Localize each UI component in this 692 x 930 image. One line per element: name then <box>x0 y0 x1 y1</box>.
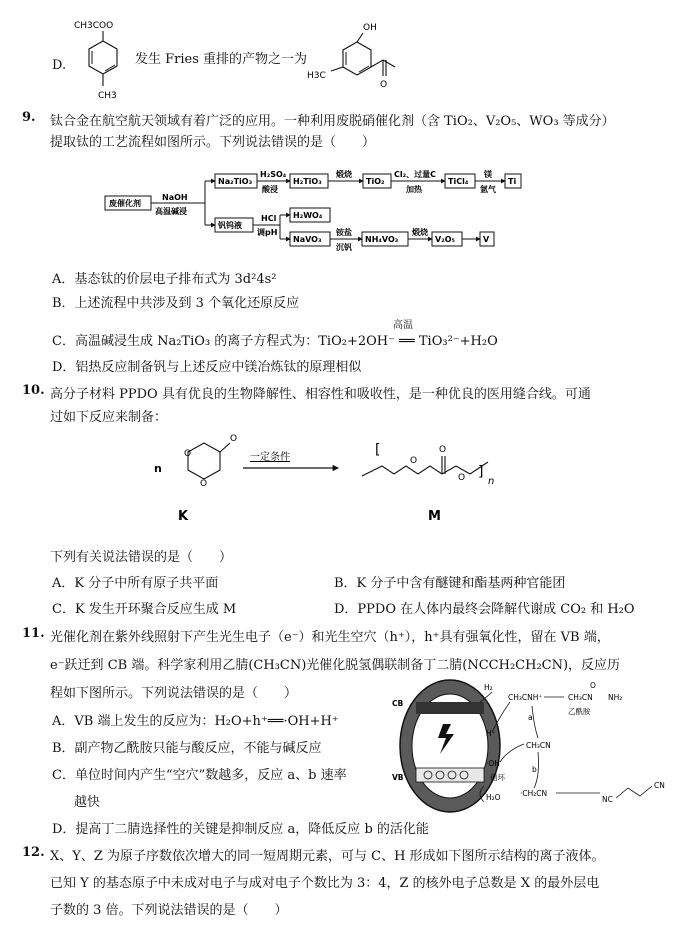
q10-option-c: C．K 发生开环聚合反应生成 M <box>52 602 237 617</box>
q11-path-a: a <box>528 713 533 722</box>
q11-path-b: b <box>532 765 537 774</box>
flow-step1-top: NaOH <box>162 193 188 202</box>
q8-product-methyl: H3C <box>307 71 326 81</box>
flow-hcl-bottom: 调pH <box>257 228 278 237</box>
q11-product-nc: NC <box>602 795 613 804</box>
q8-option-d-label: D. <box>52 58 67 73</box>
q10-option-b: B．K 分子中含有醚键和酯基两种官能团 <box>334 576 566 591</box>
q10-stem-line2: 过如下反应来制备： <box>50 410 168 425</box>
q10-m-label: M <box>428 509 441 524</box>
flow-mg-top: 镁 <box>484 170 492 179</box>
q11-cycle: 循环 <box>490 773 505 782</box>
flow-h2so4-top: H₂SO₄ <box>260 170 287 179</box>
q12-stem-line2: 已知 Y 的基态原子中未成对电子与成对电子个数比为 3：4，Z 的核外电子总数是 X 的最外层电 <box>50 876 600 891</box>
q11-acetamide-label: 乙酰胺 <box>568 707 591 716</box>
q11-ch3cn: CH₃CN <box>526 741 551 750</box>
flow-h2so4-bottom: 酸浸 <box>262 185 278 194</box>
q9-number: 9. <box>22 110 36 125</box>
q9-option-b: B．上述流程中共涉及到 3 个氧化还原反应 <box>52 296 300 311</box>
q11-stem-line1: 光催化剂在紫外线照射下产生光生电子（e⁻）和光生空穴（h⁺），h⁺具有强氧化性，留在 VB 端， <box>50 630 610 645</box>
q9-stem-line2: 提取钛的工艺流程如图所示。下列说法错误的是（ ） <box>50 135 376 150</box>
q11-acetamide-ch3: CH₃CN <box>568 693 593 702</box>
flow-v: V <box>483 235 490 244</box>
q11-product-cn: CN <box>654 781 665 790</box>
flow-step1-bottom: 高温碱浸 <box>155 207 187 216</box>
q9-option-d: D．铝热反应制备钒与上述反应中镁冶炼钛的原理相似 <box>52 360 362 375</box>
flow-ti: Ti <box>508 177 517 186</box>
q11-option-c-cont: 越快 <box>74 795 101 810</box>
q12-stem-line1: X、Y、Z 为原子序数依次增大的同一短周期元素，可与 C、H 形成如下图所示结构的离子液体。 <box>50 849 605 864</box>
flow-calcine1: 煅烧 <box>336 170 352 179</box>
flow-cl2-top: Cl₂、过量C <box>394 170 436 179</box>
flow-h2tio3: H₂TiO₃ <box>293 177 322 186</box>
q11-h2: H₂ <box>484 683 493 692</box>
q11-option-a: A．VB 端上发生的反应为：H₂O+h⁺══·OH+H⁺ <box>52 714 339 729</box>
q10-n-label: n <box>154 462 162 475</box>
flow-vw-liquid: 钒钨液 <box>218 221 242 230</box>
q11-acetamide-o: O <box>590 681 596 690</box>
q10-m-carbonyl-o: O <box>439 445 447 455</box>
flow-nh4-bottom: 沉钒 <box>336 243 352 252</box>
q10-condition: 一定条件 <box>250 452 290 463</box>
q11-option-d: D．提高丁二腈选择性的关键是抑制反应 a，降低反应 b 的活化能 <box>52 822 429 837</box>
q8-reactant-group: CH3COO <box>74 21 114 31</box>
flow-nh4-top: 铵盐 <box>336 228 352 237</box>
q10-m-ether-o: O <box>410 456 418 466</box>
q8-product-carbonyl-o: O <box>380 80 388 90</box>
flow-hcl-top: HCl <box>261 214 277 223</box>
flow-cl2-bottom: 加热 <box>406 185 422 194</box>
q12-number: 12. <box>22 845 45 860</box>
q9-stem-line1: 钛合金在航空航天领域有着广泛的应用。一种利用废脱硝催化剂（含 TiO₂、V₂O₅、WO₃ 等成分） <box>50 114 615 129</box>
q10-prompt: 下列有关说法错误的是（ ） <box>50 550 233 565</box>
q10-reaction-scheme <box>140 428 540 532</box>
q9-flowchart <box>100 168 560 258</box>
q10-stem-line1: 高分子材料 PPDO 具有优良的生物降解性、相容性和吸收性，是一种优良的医用缝合线。可通 <box>50 387 591 402</box>
q8-product-oh: OH <box>363 23 377 33</box>
q11-option-c: C．单位时间内产生“空穴”数越多，反应 a、b 速率 <box>52 768 347 783</box>
q10-m-subscript: n <box>488 476 495 487</box>
q9-option-c: C．高温碱浸生成 Na₂TiO₃ 的离子方程式为：TiO₂+2OH⁻ ══ TiO₃²⁻+H₂O <box>52 334 498 349</box>
q11-option-b: B．副产物乙酰胺只能与酸反应，不能与碱反应 <box>52 741 322 756</box>
q9-option-c-condition: 高温 <box>393 320 413 331</box>
q10-number: 10. <box>22 383 45 398</box>
q8-reactant-structure <box>70 14 140 109</box>
q12-stem-line3: 子数的 3 倍。下列说法错误的是（ ） <box>50 903 288 918</box>
q8-reactant-methyl: CH3 <box>98 91 117 101</box>
q10-m-ester-o: O <box>458 473 466 483</box>
q11-stem-line2: e⁻跃迁到 CB 端。科学家利用乙腈(CH₃CN)光催化脱氢偶联制备丁二腈(NCCH₂CH₂CN)，反应历 <box>50 658 621 673</box>
q10-option-a: A．K 分子中所有原子共平面 <box>52 576 219 591</box>
flow-na2tio3: Na₂TiO₃ <box>218 177 253 186</box>
q10-k-ring-o2: O <box>200 479 208 489</box>
q11-h2o: H₂O <box>486 793 501 802</box>
q11-number: 11. <box>22 626 45 641</box>
q8-product-structure <box>305 14 425 94</box>
flow-mg-bottom: 氩气 <box>480 185 496 194</box>
q11-ch2cn: ·CH₂CN <box>520 789 548 798</box>
q10-k-carbonyl-o: O <box>230 434 238 444</box>
flow-h2wo4: H₂WO₄ <box>293 211 323 220</box>
flow-navo3: NaVO₃ <box>293 235 322 244</box>
q10-k-ring-o1: O <box>184 449 192 459</box>
flow-start: 废催化剂 <box>109 199 141 208</box>
q11-oh-radical: ·OH <box>486 759 500 768</box>
q9-option-a: A．基态钛的价层电子排布式为 3d²4s² <box>52 272 277 287</box>
q11-acetamide-nh2: NH₂ <box>608 693 623 702</box>
q11-ch3cnh: CH₃CNH⁺ <box>508 693 543 702</box>
q10-m-bracket-right: ] <box>478 464 484 480</box>
flow-nh4vo3: NH₄VO₃ <box>365 235 399 244</box>
flow-ticl4: TiCl₄ <box>448 177 469 186</box>
q11-photocatalysis-diagram <box>388 676 684 816</box>
flow-calcine2: 煅烧 <box>412 228 428 237</box>
q10-k-label: K <box>178 509 189 524</box>
q11-stem-line3: 程如下图所示。下列说法错误的是（ ） <box>50 686 298 701</box>
q8-option-d-text: 发生 Fries 重排的产物之一为 <box>135 52 308 67</box>
q10-option-d: D．PPDO 在人体内最终会降解代谢成 CO₂ 和 H₂O <box>334 602 635 617</box>
q10-m-bracket-left: [ <box>375 442 381 458</box>
flow-tio2: TiO₂ <box>366 177 385 186</box>
q11-vb-label: VB <box>392 773 404 782</box>
flow-v2o5: V₂O₅ <box>435 235 455 244</box>
q11-hplus: H⁺ <box>486 729 496 738</box>
q11-cb-label: CB <box>392 699 404 708</box>
